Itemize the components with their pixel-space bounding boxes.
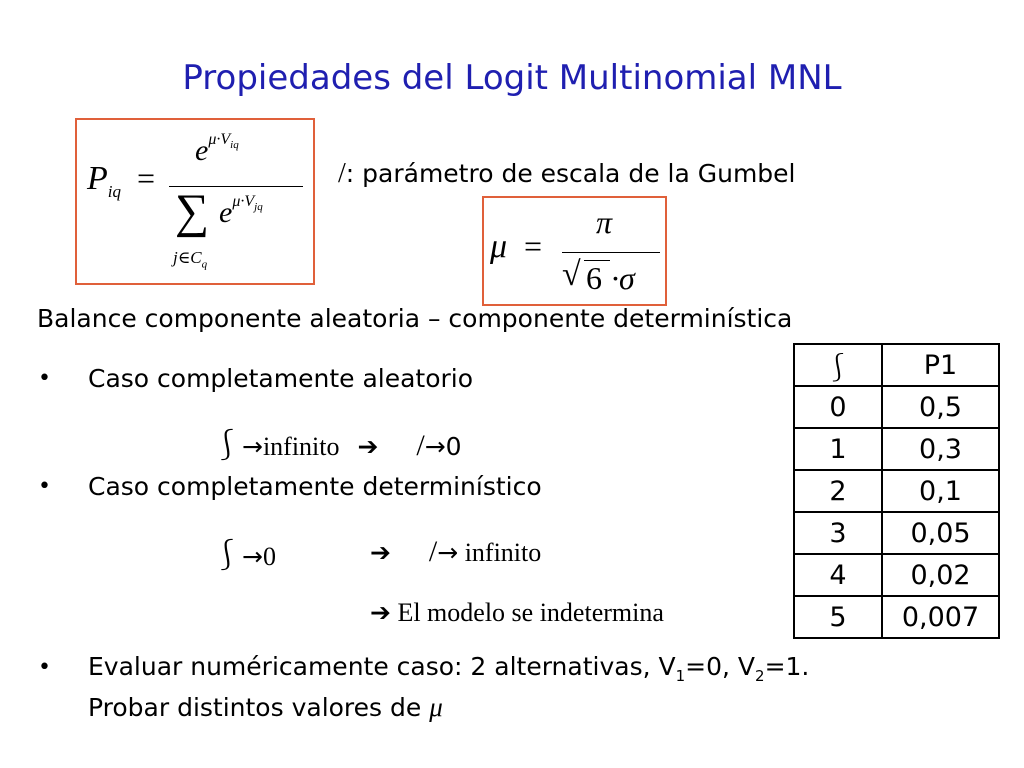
table-cell-p1: 0,1 [882, 470, 999, 512]
numerator-exp-sub: iq [230, 139, 239, 152]
mu-symbol-inline: μ [429, 692, 443, 722]
evaluate-text-a: Evaluar numéricamente caso: 2 alternativas, V [88, 652, 676, 681]
table-row [794, 428, 999, 470]
formula-equals: = [137, 160, 156, 196]
numerator-exp-text: μ·V [208, 131, 231, 148]
table-row [794, 470, 999, 512]
table-cell-p1: 0,3 [882, 428, 999, 470]
six-digit: 6 [586, 260, 602, 296]
denominator-exp-text: μ·V [232, 193, 255, 210]
implies-arrow-icon: ➔ [357, 432, 379, 461]
case-random-value: infinito [262, 432, 340, 461]
mu-p1-table [793, 343, 1000, 639]
table-row [794, 386, 999, 428]
scale-parameter-line [338, 158, 796, 190]
table-cell-p1: 0,007 [882, 596, 999, 638]
table-row [794, 554, 999, 596]
denominator-exp-sub: jq [254, 201, 263, 214]
arrow-icon: → [437, 538, 459, 567]
sqrt-symbol: √ [562, 256, 581, 293]
scale-symbol: / [338, 158, 346, 189]
table-header-sigma: ⎰ [794, 344, 882, 386]
formula-denominator [219, 193, 263, 230]
case-random-text: Caso completamente aleatorio [88, 364, 474, 393]
table-cell-p1: 0,5 [882, 386, 999, 428]
mu-glyph: / [416, 429, 425, 462]
table-cell-sigma: 2 [794, 470, 882, 512]
table-row [794, 512, 999, 554]
mu-symbol: μ [490, 228, 508, 265]
implies-arrow-icon: ➔ [370, 598, 391, 627]
mu-fraction-bar [562, 252, 660, 253]
dot-sigma: ·σ [611, 260, 635, 296]
implies-arrow-icon: ➔ [370, 538, 391, 567]
table-cell-sigma: 4 [794, 554, 882, 596]
case-deterministic-formula [212, 530, 276, 574]
v2-subscript: 2 [755, 667, 765, 685]
case-random-mu-value: 0 [445, 432, 462, 461]
table-cell-p1: 0,02 [882, 554, 999, 596]
sigma-glyph: ⎰ [212, 429, 242, 462]
v1-subscript: 1 [675, 667, 686, 685]
case-deterministic-implication [370, 535, 541, 569]
arrow-icon: → [242, 542, 263, 571]
pi-symbol: π [596, 204, 613, 240]
sum-index-text: j∈C [173, 248, 202, 267]
mu-equals: = [524, 228, 543, 264]
evaluate-text-c: =1. [764, 652, 810, 681]
formula-p-subscript: iq [107, 181, 122, 201]
case-deterministic-text: Caso completamente determinístico [88, 472, 542, 501]
formula-p-lhs [87, 160, 121, 202]
bullet-evaluate: • [38, 655, 51, 680]
table-cell-sigma: 5 [794, 596, 882, 638]
sum-index [173, 248, 207, 270]
table-row [794, 596, 999, 638]
sum-index-sub: q [201, 258, 208, 271]
mu-formula-box [482, 196, 667, 306]
table-header-p1: P1 [882, 344, 999, 386]
table-header-row [794, 344, 999, 386]
table-cell-p1: 0,05 [882, 512, 999, 554]
table-cell-sigma: 1 [794, 428, 882, 470]
arrow-icon: → [424, 432, 446, 461]
denominator-exponent [232, 193, 263, 214]
case-deterministic-mu-value: infinito [458, 538, 542, 567]
mu-glyph: / [428, 535, 438, 568]
logit-formula-box [75, 118, 315, 285]
formula-p-letter: P [87, 160, 108, 197]
denominator-e: e [219, 196, 233, 229]
bullet-random: • [38, 366, 51, 391]
evaluate-text-b: =0, V [685, 652, 756, 681]
numerator-exponent [208, 131, 239, 152]
case-random-formula [212, 420, 462, 464]
evaluate-text-2: Probar distintos valores de [88, 693, 430, 722]
sum-symbol: ∑ [175, 185, 210, 238]
scale-description: : parámetro de escala de la Gumbel [345, 159, 796, 188]
indeterminate-line [370, 598, 664, 628]
sigma-glyph: ⎰ [212, 539, 242, 572]
bullet-deterministic: • [38, 474, 51, 499]
case-deterministic-value: 0 [262, 542, 276, 571]
evaluate-line-2 [88, 692, 443, 723]
balance-heading: Balance componente aleatoria – componente determinística [37, 304, 793, 333]
table-cell-sigma: 3 [794, 512, 882, 554]
numerator-e: e [195, 134, 209, 167]
formula-numerator [195, 131, 239, 168]
slide-title: Propiedades del Logit Multinomial MNL [182, 58, 842, 98]
indeterminate-text: El modelo se indetermina [390, 598, 664, 627]
table-cell-sigma: 0 [794, 386, 882, 428]
evaluate-line-1 [88, 652, 809, 685]
arrow-icon: → [242, 432, 263, 461]
